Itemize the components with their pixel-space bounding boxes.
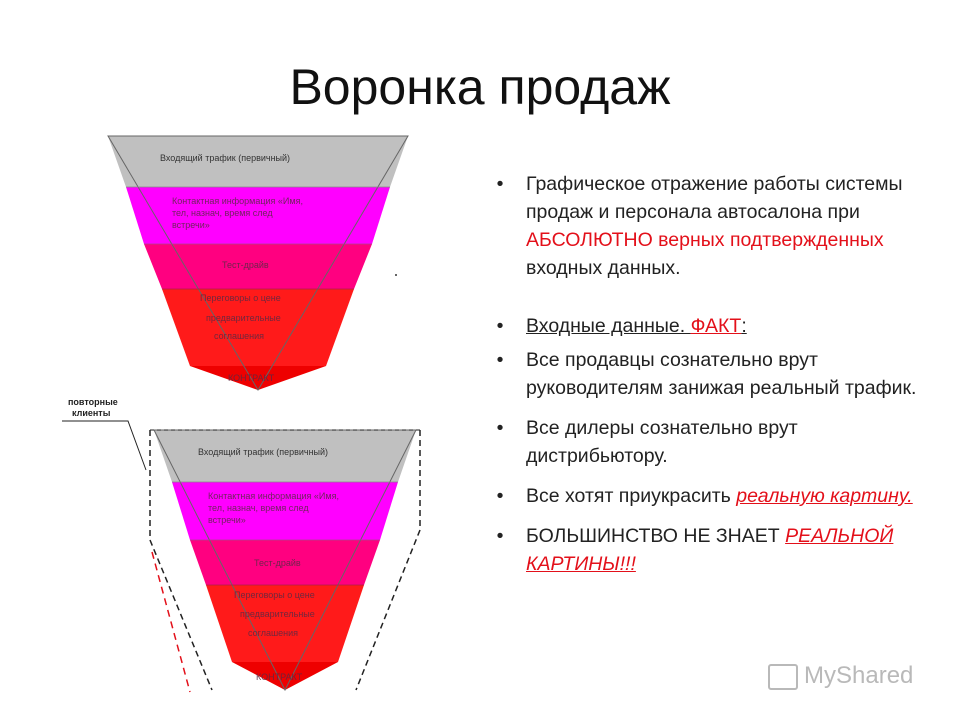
- funnel-bottom-label-4c: соглашения: [248, 628, 299, 638]
- bullet-5-text: Все хотят приукрасить реальную картину.: [526, 485, 913, 507]
- bullet-6-text: БОЛЬШИНСТВО НЕ ЗНАЕТ РЕАЛЬНОЙ КАРТИНЫ!!!: [526, 525, 894, 575]
- bullet-item-5: [490, 482, 930, 510]
- funnel-bottom-label-1: Входящий трафик (первичный): [198, 447, 329, 457]
- bullet-2-text: Входные данные. ФАКТ:: [526, 315, 747, 337]
- slide-title: Воронка продаж: [289, 59, 671, 115]
- bullet-item-6: [490, 522, 930, 578]
- funnel-bottom-label-5: КОНТРАКТ: [256, 672, 303, 682]
- funnel-bottom-label-2c: встречи»: [208, 515, 246, 525]
- bullet-item-2: [490, 312, 930, 340]
- bullet-1-text: Графическое отражение работы системы продаж и персонала автосалона при АБСОЛЮТНО верных подтвержденных входных данных.: [526, 173, 903, 279]
- bullet-item-4: [490, 414, 930, 470]
- funnel-top-label-4b: предварительные: [206, 313, 281, 323]
- funnel-bottom-label-2b: тел, назнач, время след: [208, 503, 309, 513]
- funnel-top-label-5: КОНТРАКТ: [228, 373, 275, 383]
- funnel-bottom-label-2: Контактная информация «Имя,: [208, 491, 339, 501]
- funnel-bottom-label-4b: предварительные: [240, 609, 315, 619]
- watermark-logo-icon: [768, 664, 798, 690]
- funnel-top-label-2: Контактная информация «Имя,: [172, 196, 303, 206]
- funnel-top-label-4: Переговоры о цене: [200, 293, 281, 303]
- red-dashed-line: [152, 552, 190, 692]
- stray-mark: [395, 274, 397, 276]
- bullet-marker: •: [496, 349, 504, 371]
- funnel-top: [108, 136, 408, 390]
- repeat-clients-label: повторные: [68, 397, 118, 407]
- bullet-4-text: Все дилеры сознательно врут дистрибьютору.: [526, 417, 798, 467]
- funnel-top-label-2c: встречи»: [172, 220, 210, 230]
- funnel-top-label-4c: соглашения: [214, 331, 265, 341]
- funnel-bottom-label-3: Тест-драйв: [254, 558, 301, 568]
- repeat-clients-leader-line: [62, 421, 146, 470]
- funnel-top-label-1: Входящий трафик (первичный): [160, 153, 291, 163]
- funnel-bottom: [154, 430, 416, 690]
- bullet-list: [490, 170, 930, 590]
- repeat-clients-label-2: клиенты: [72, 408, 111, 418]
- bullet-item-1: [490, 170, 930, 282]
- funnel-top-label-2b: тел, назнач, время след: [172, 208, 273, 218]
- funnel-top-label-3: Тест-драйв: [222, 260, 269, 270]
- bullet-item-3: [490, 346, 930, 402]
- watermark: [768, 662, 913, 690]
- funnel-bottom-label-4: Переговоры о цене: [234, 590, 315, 600]
- bullet-marker: •: [496, 485, 504, 507]
- watermark-text: MyShared: [804, 662, 914, 689]
- bullet-marker: •: [496, 417, 504, 439]
- bullet-marker: •: [496, 173, 504, 195]
- bullet-marker: •: [496, 315, 504, 337]
- bullet-marker: •: [496, 525, 504, 547]
- bullet-3-text: Все продавцы сознательно врут руководителям занижая реальный трафик.: [526, 349, 917, 399]
